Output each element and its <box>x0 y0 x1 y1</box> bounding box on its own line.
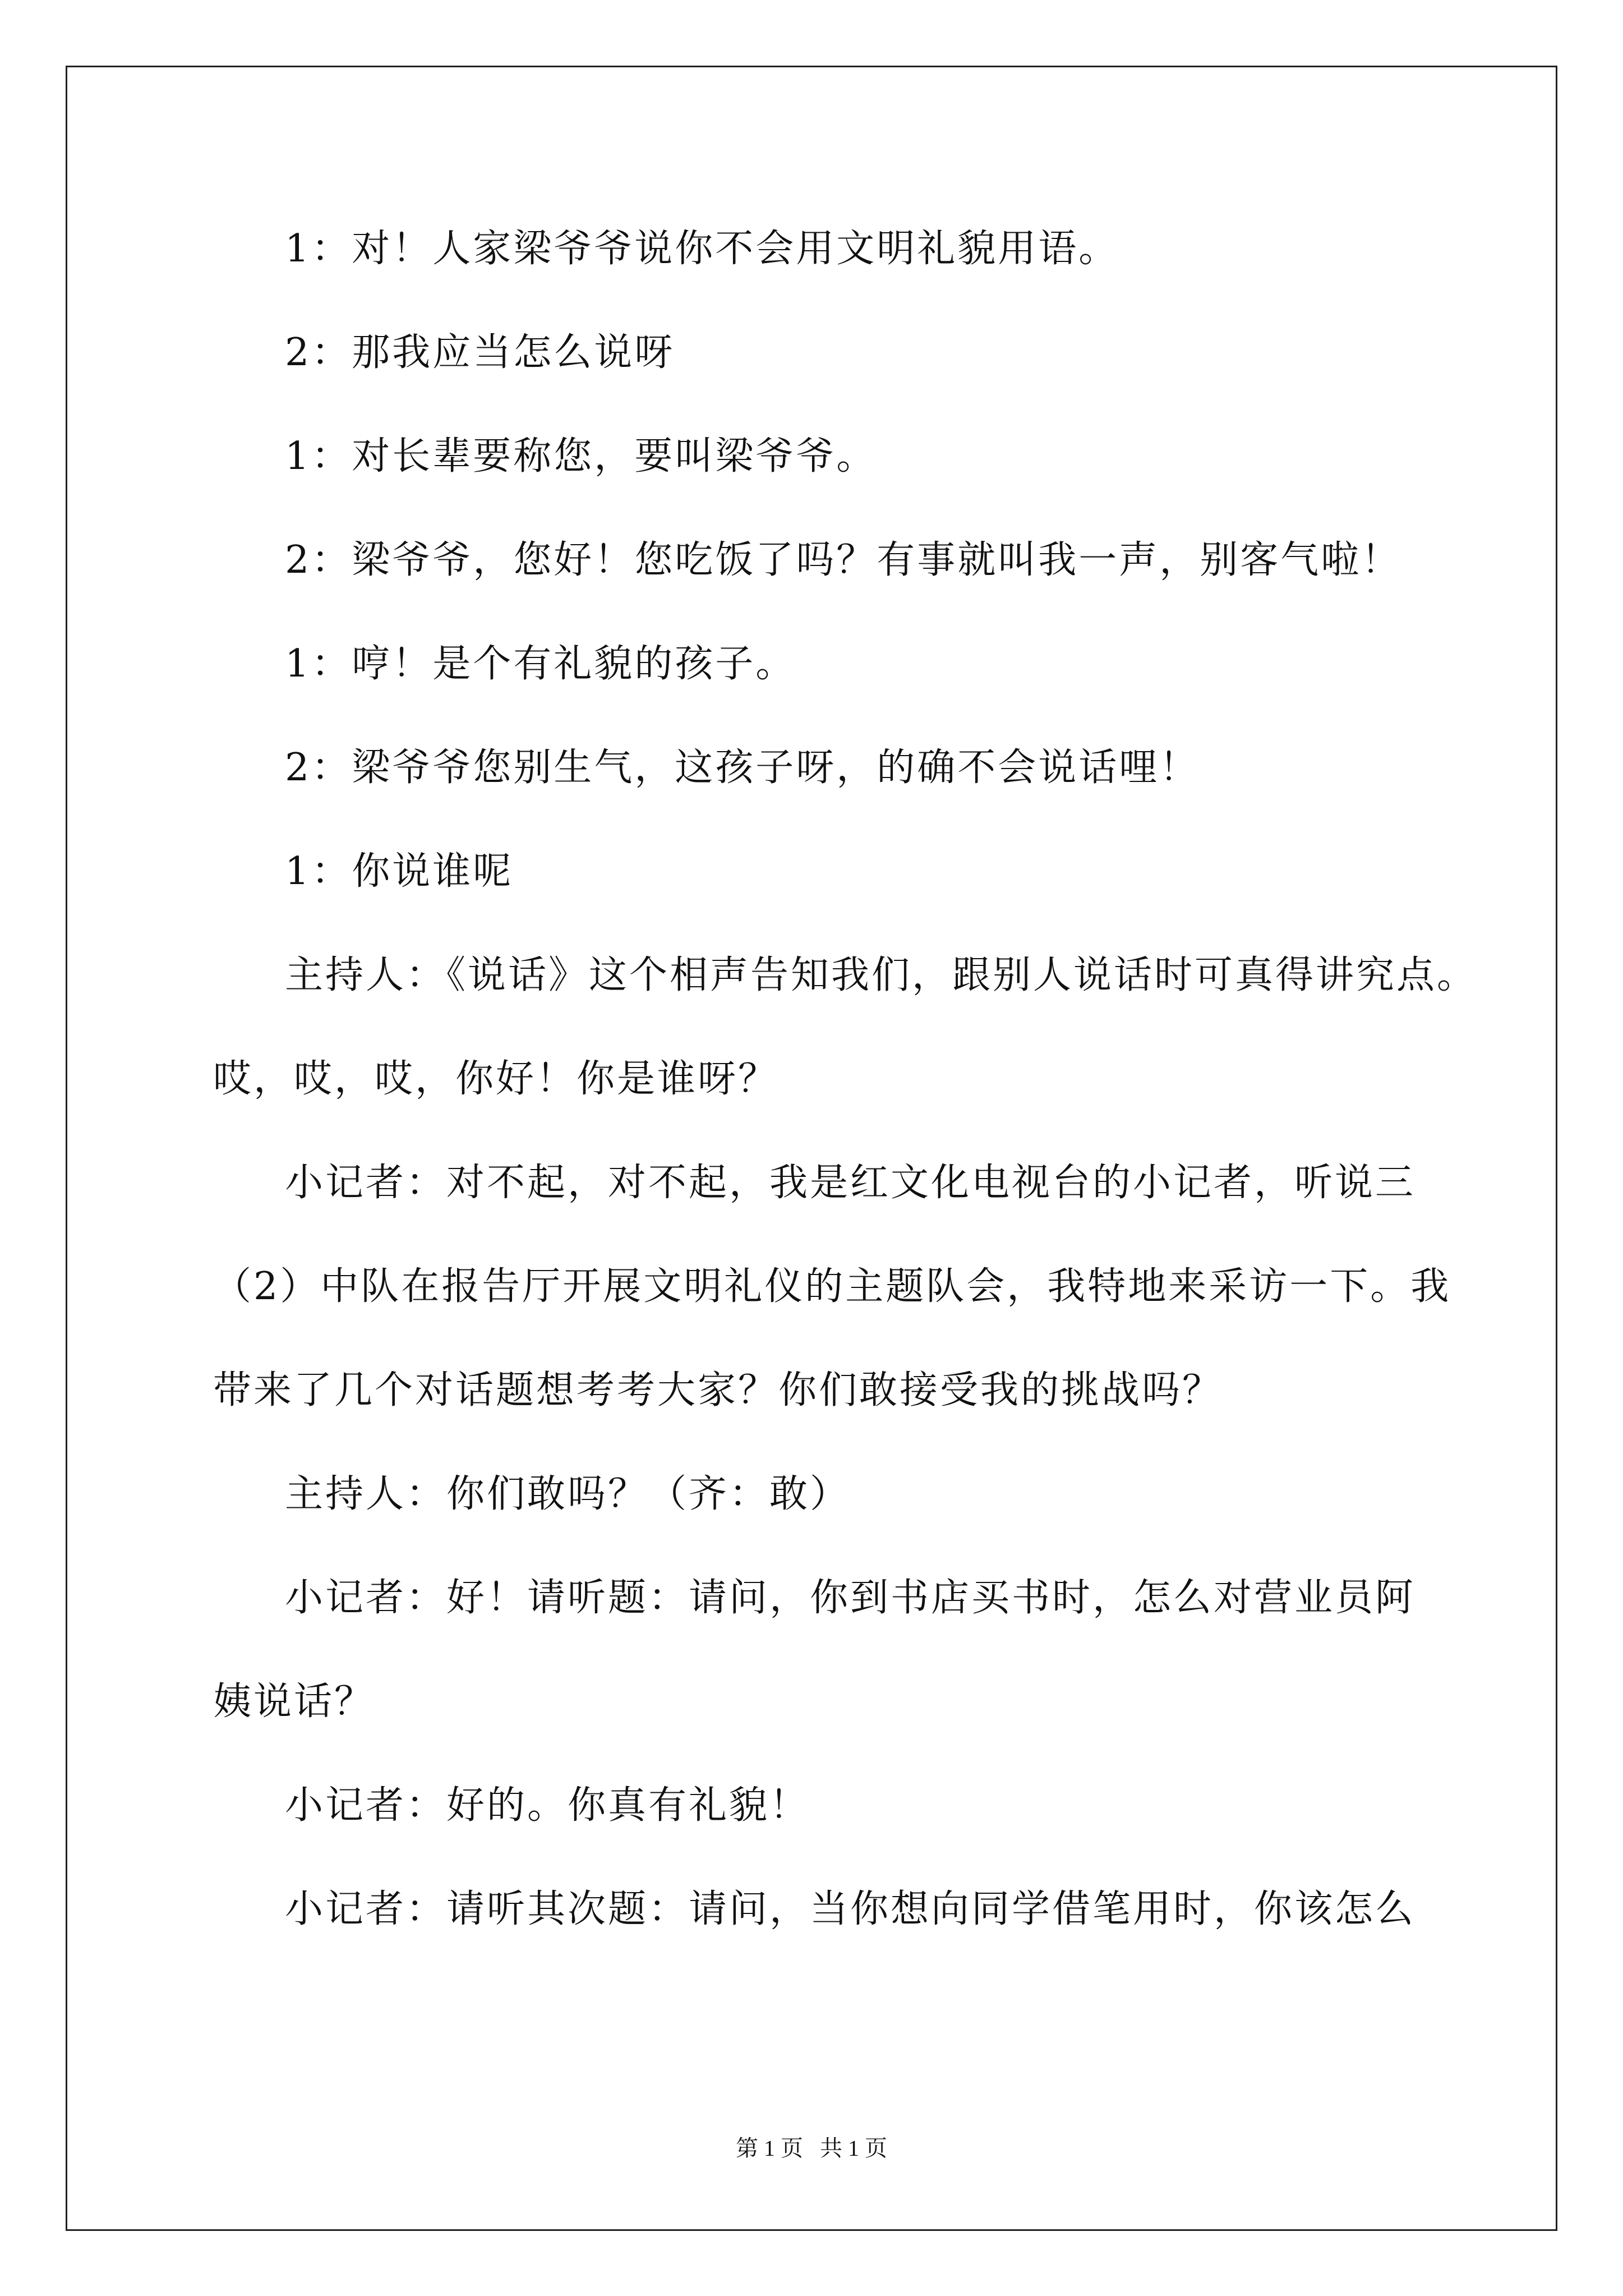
text-line: 1：哼！是个有礼貌的孩子。 <box>285 642 796 686</box>
text-line: 主持人：《说话》这个相声告知我们，跟别人说话时可真得讲究点。 <box>285 953 1478 997</box>
text-line: 小记者：请听其次题：请问，当你想向同学借笔用时，你该怎么 <box>285 1887 1416 1931</box>
text-line: 姨说话？ <box>213 1680 375 1724</box>
text-line: 小记者：好！请听题：请问，你到书店买书时，怎么对营业员阿 <box>285 1576 1416 1620</box>
page-footer: 第 1 页 共 1 页 <box>736 2136 887 2161</box>
text-line: 1：对！人家梁爷爷说你不会用文明礼貌用语。 <box>285 227 1119 271</box>
text-line: 小记者：好的。你真有礼貌！ <box>285 1783 810 1828</box>
text-line: 主持人：你们敢吗？（齐：敢） <box>285 1472 851 1516</box>
text-line: 1：你说谁呢 <box>285 849 514 894</box>
text-line: 2：梁爷爷，您好！您吃饭了吗？有事就叫我一声，别客气啦！ <box>285 538 1402 582</box>
text-line: 1：对长辈要称您，要叫梁爷爷。 <box>285 434 877 478</box>
text-line: 2：梁爷爷您别生气，这孩子呀，的确不会说话哩！ <box>285 746 1200 790</box>
text-line: （2）中队在报告厅开展文明礼仪的主题队会，我特地来采访一下。我 <box>213 1264 1451 1309</box>
text-line: 2：那我应当怎么说呀 <box>285 330 675 375</box>
text-line: 带来了几个对话题想考考大家？你们敢接受我的挑战吗？ <box>213 1368 1223 1412</box>
text-line: 哎，哎，哎，你好！你是谁呀？ <box>213 1057 779 1101</box>
text-line: 小记者：对不起，对不起，我是红文化电视台的小记者，听说三 <box>285 1161 1416 1205</box>
